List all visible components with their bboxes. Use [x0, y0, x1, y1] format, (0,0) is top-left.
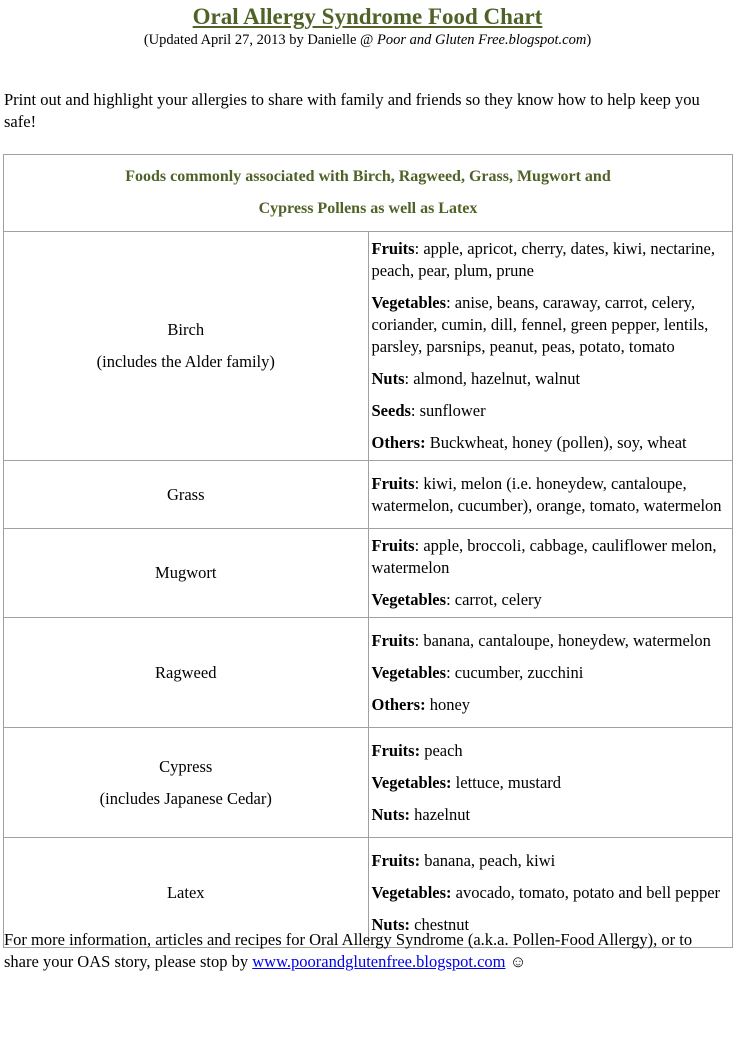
food-line — [372, 535, 730, 579]
food-items: peach — [424, 740, 463, 760]
allergen-cell — [4, 461, 369, 529]
allergen-cell — [4, 618, 369, 728]
allergen-note: (includes the Alder family) — [96, 352, 275, 371]
food-line — [372, 850, 730, 872]
table-header-row — [4, 155, 733, 232]
food-items: almond, hazelnut, walnut — [413, 369, 581, 388]
table-row — [4, 232, 733, 461]
footer-paragraph — [4, 929, 729, 973]
food-line — [372, 662, 730, 684]
allergen-name: Mugwort — [155, 563, 217, 582]
food-items: banana, cantaloupe, honeydew, watermelon — [423, 630, 711, 650]
food-line — [372, 400, 730, 422]
allergen-name: Cypress — [159, 756, 213, 776]
food-category-label: Seeds — [371, 401, 411, 420]
food-category-label: Vegetables: — [371, 772, 452, 792]
food-line — [372, 882, 730, 904]
food-category-label: Fruits: — [371, 850, 421, 870]
update-note-prefix: (Updated April 27, 2013 by Danielle @ — [143, 32, 378, 48]
food-line — [372, 292, 730, 358]
food-items: avocado, tomato, potato and bell pepper — [455, 882, 721, 902]
food-items: honey — [429, 694, 471, 714]
food-category-label: Fruits — [371, 630, 415, 650]
table-header-line2: Cypress Pollens as well as Latex — [258, 200, 478, 217]
smiley-icon: ☺ — [505, 952, 527, 971]
table-row — [4, 461, 733, 529]
food-category-label: Fruits — [371, 536, 415, 555]
food-category-label: Fruits — [371, 239, 415, 258]
food-line — [372, 694, 730, 716]
update-note — [0, 32, 735, 49]
food-category-label: Fruits: — [371, 740, 421, 760]
food-category-label: Vegetables — [371, 662, 447, 682]
table-row — [4, 728, 733, 838]
food-separator: : — [414, 239, 424, 258]
food-line — [372, 432, 730, 454]
food-line — [372, 740, 730, 762]
food-items: lettuce, mustard — [455, 772, 562, 792]
allergen-cell — [4, 529, 369, 618]
food-category-label: Vegetables — [371, 293, 447, 312]
allergen-name: Grass — [166, 484, 205, 504]
blog-link[interactable]: www.poorandglutenfree.blogspot.com — [252, 952, 506, 971]
table-header — [4, 155, 733, 232]
foods-cell — [368, 461, 733, 529]
food-items: chestnut — [414, 914, 470, 934]
food-category-label: Vegetables: — [371, 882, 452, 902]
table-row — [4, 529, 733, 618]
food-category-label: Others: — [371, 433, 426, 452]
food-separator: : — [446, 590, 455, 609]
food-items: kiwi, melon (i.e. honeydew, cantaloupe, watermelon, cucumber), orange, tomato, watermelon — [371, 473, 722, 515]
food-items: sunflower — [419, 401, 486, 420]
update-note-suffix: ) — [586, 32, 592, 48]
food-items: banana, peach, kiwi — [424, 850, 556, 870]
page-title: Oral Allergy Syndrome Food Chart — [192, 4, 543, 29]
food-separator: : — [414, 630, 424, 650]
food-line — [372, 473, 730, 517]
food-items: apple, broccoli, cabbage, cauliflower melon, watermelon — [371, 536, 717, 577]
food-category-label: Nuts: — [371, 914, 411, 934]
allergen-name: Ragweed — [155, 662, 217, 682]
food-items: hazelnut — [414, 804, 471, 824]
foods-cell — [368, 529, 733, 618]
food-items: apple, apricot, cherry, dates, kiwi, nectarine, peach, pear, plum, prune — [371, 239, 715, 280]
food-separator: : — [414, 473, 424, 493]
foods-cell — [368, 232, 733, 461]
food-separator: : — [446, 293, 455, 312]
food-separator: : — [414, 536, 424, 555]
food-line — [372, 804, 730, 826]
food-items: anise, beans, caraway, carrot, celery, coriander, cumin, dill, fennel, green pepper, lentils, parsley, parsnips, peanut, peas, potato, tomato — [371, 293, 709, 356]
table-row — [4, 618, 733, 728]
footer-text: For more information, articles and recipes for Oral Allergy Syndrome (a.k.a. Pollen-Food Allergy), or to share your OAS story, please stop by — [4, 930, 693, 971]
foods-cell — [368, 728, 733, 838]
allergen-cell — [4, 232, 369, 461]
food-category-label: Nuts: — [371, 804, 411, 824]
food-line — [372, 630, 730, 652]
food-separator: : — [404, 369, 414, 388]
food-separator: : — [410, 401, 420, 420]
food-category-label: Nuts — [371, 369, 405, 388]
table-header-line1: Foods commonly associated with Birch, Ragweed, Grass, Mugwort and — [125, 168, 611, 185]
food-category-label: Vegetables — [371, 590, 447, 609]
food-items: carrot, celery — [454, 590, 542, 609]
food-category-label: Fruits — [371, 473, 415, 493]
food-line — [372, 368, 730, 390]
food-line — [372, 589, 730, 611]
blog-name: Poor and Gluten Free.blogspot.com — [377, 32, 587, 48]
allergen-note: (includes Japanese Cedar) — [99, 788, 272, 808]
allergen-name: Latex — [166, 882, 205, 902]
food-items: cucumber, zucchini — [454, 662, 584, 682]
food-separator: : — [446, 662, 455, 682]
allergen-cell — [4, 728, 369, 838]
food-line — [372, 772, 730, 794]
foods-cell — [368, 618, 733, 728]
food-line — [372, 238, 730, 282]
food-items: Buckwheat, honey (pollen), soy, wheat — [429, 433, 687, 452]
food-chart-table — [3, 154, 733, 948]
food-category-label: Others: — [371, 694, 426, 714]
allergen-name: Birch — [167, 320, 205, 339]
intro-paragraph: Print out and highlight your allergies to share with family and friends so they know how to help keep you safe! — [4, 90, 700, 131]
